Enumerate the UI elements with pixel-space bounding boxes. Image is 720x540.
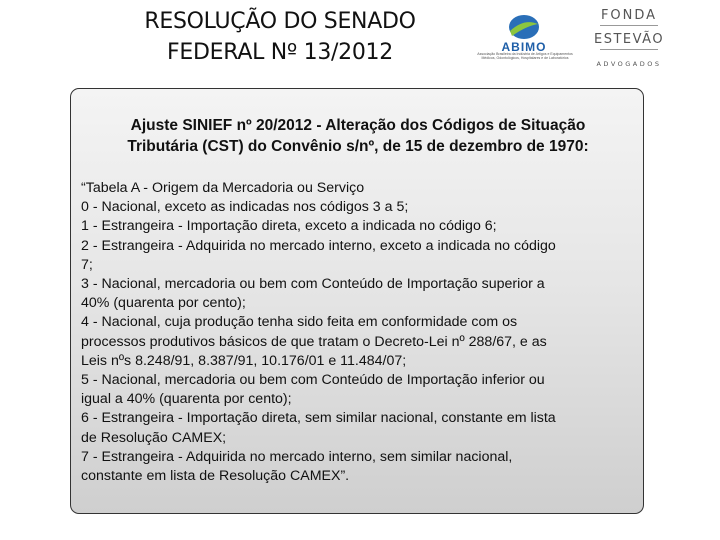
content-box <box>70 88 644 514</box>
slide-title-line-2: FEDERAL Nº 13/2012 <box>167 40 393 65</box>
body-line: 5 - Nacional, mercadoria ou bem com Conteúdo de Importação inferior ou <box>81 372 545 389</box>
body-line: “Tabela A - Origem da Mercadoria ou Serviço <box>81 180 365 196</box>
abimo-logo-text: ABIMO <box>501 40 547 54</box>
box-heading-line: Tributária (CST) do Convênio s/nº, de 15 de dezembro de 1970: <box>127 138 589 155</box>
slide-title <box>100 6 460 68</box>
box-heading-line: Ajuste SINIEF nº 20/2012 - Alteração dos Códigos de Situação <box>130 117 586 134</box>
box-heading <box>81 115 635 157</box>
body-line: 7; <box>81 256 93 273</box>
body-line: igual a 40% (quarenta por cento); <box>81 391 292 408</box>
box-body <box>81 179 641 486</box>
body-line: 6 - Estrangeira - Importação direta, sem similar nacional, constante em lista <box>81 410 556 427</box>
fonda-logo-line-2: ESTEVÃO <box>594 32 665 47</box>
body-line: 7 - Estrangeira - Adquirida no mercado interno, sem similar nacional, <box>81 448 513 465</box>
body-line: 4 - Nacional, cuja produção tenha sido feita em conformidade com os <box>81 314 518 331</box>
body-line: 40% (quarenta por cento); <box>81 295 246 312</box>
body-line: 3 - Nacional, mercadoria ou bem com Conteúdo de Importação superior a <box>81 276 545 293</box>
body-line: de Resolução CAMEX; <box>81 429 227 446</box>
slide-title-line-1: RESOLUÇÃO DO SENADO <box>144 9 416 34</box>
abimo-tagline: Associação Brasileira da Indústria de Artigos e Equipamentos Médicos, Odontológicos, Hospitalares e de Laboratórios <box>477 52 573 60</box>
body-line: 2 - Estrangeira - Adquirida no mercado interno, exceto a indicada no código <box>81 237 556 254</box>
body-line: constante em lista de Resolução CAMEX”. <box>81 468 350 485</box>
body-line: 0 - Nacional, exceto as indicadas nos códigos 3 a 5; <box>81 199 409 216</box>
body-line: Leis nºs 8.248/91, 8.387/91, 10.176/01 e 11.484/07; <box>81 352 407 369</box>
fonda-logo-line-3: ADVOGADOS <box>596 60 662 68</box>
body-line: 1 - Estrangeira - Importação direta, exceto a indicada no código 6; <box>81 218 497 235</box>
body-line: processos produtivos básicos de que tratam o Decreto-Lei nº 288/67, e as <box>81 333 547 350</box>
fonda-estevao-logo <box>594 8 664 78</box>
fonda-logo-line-1: FONDA <box>600 8 658 23</box>
